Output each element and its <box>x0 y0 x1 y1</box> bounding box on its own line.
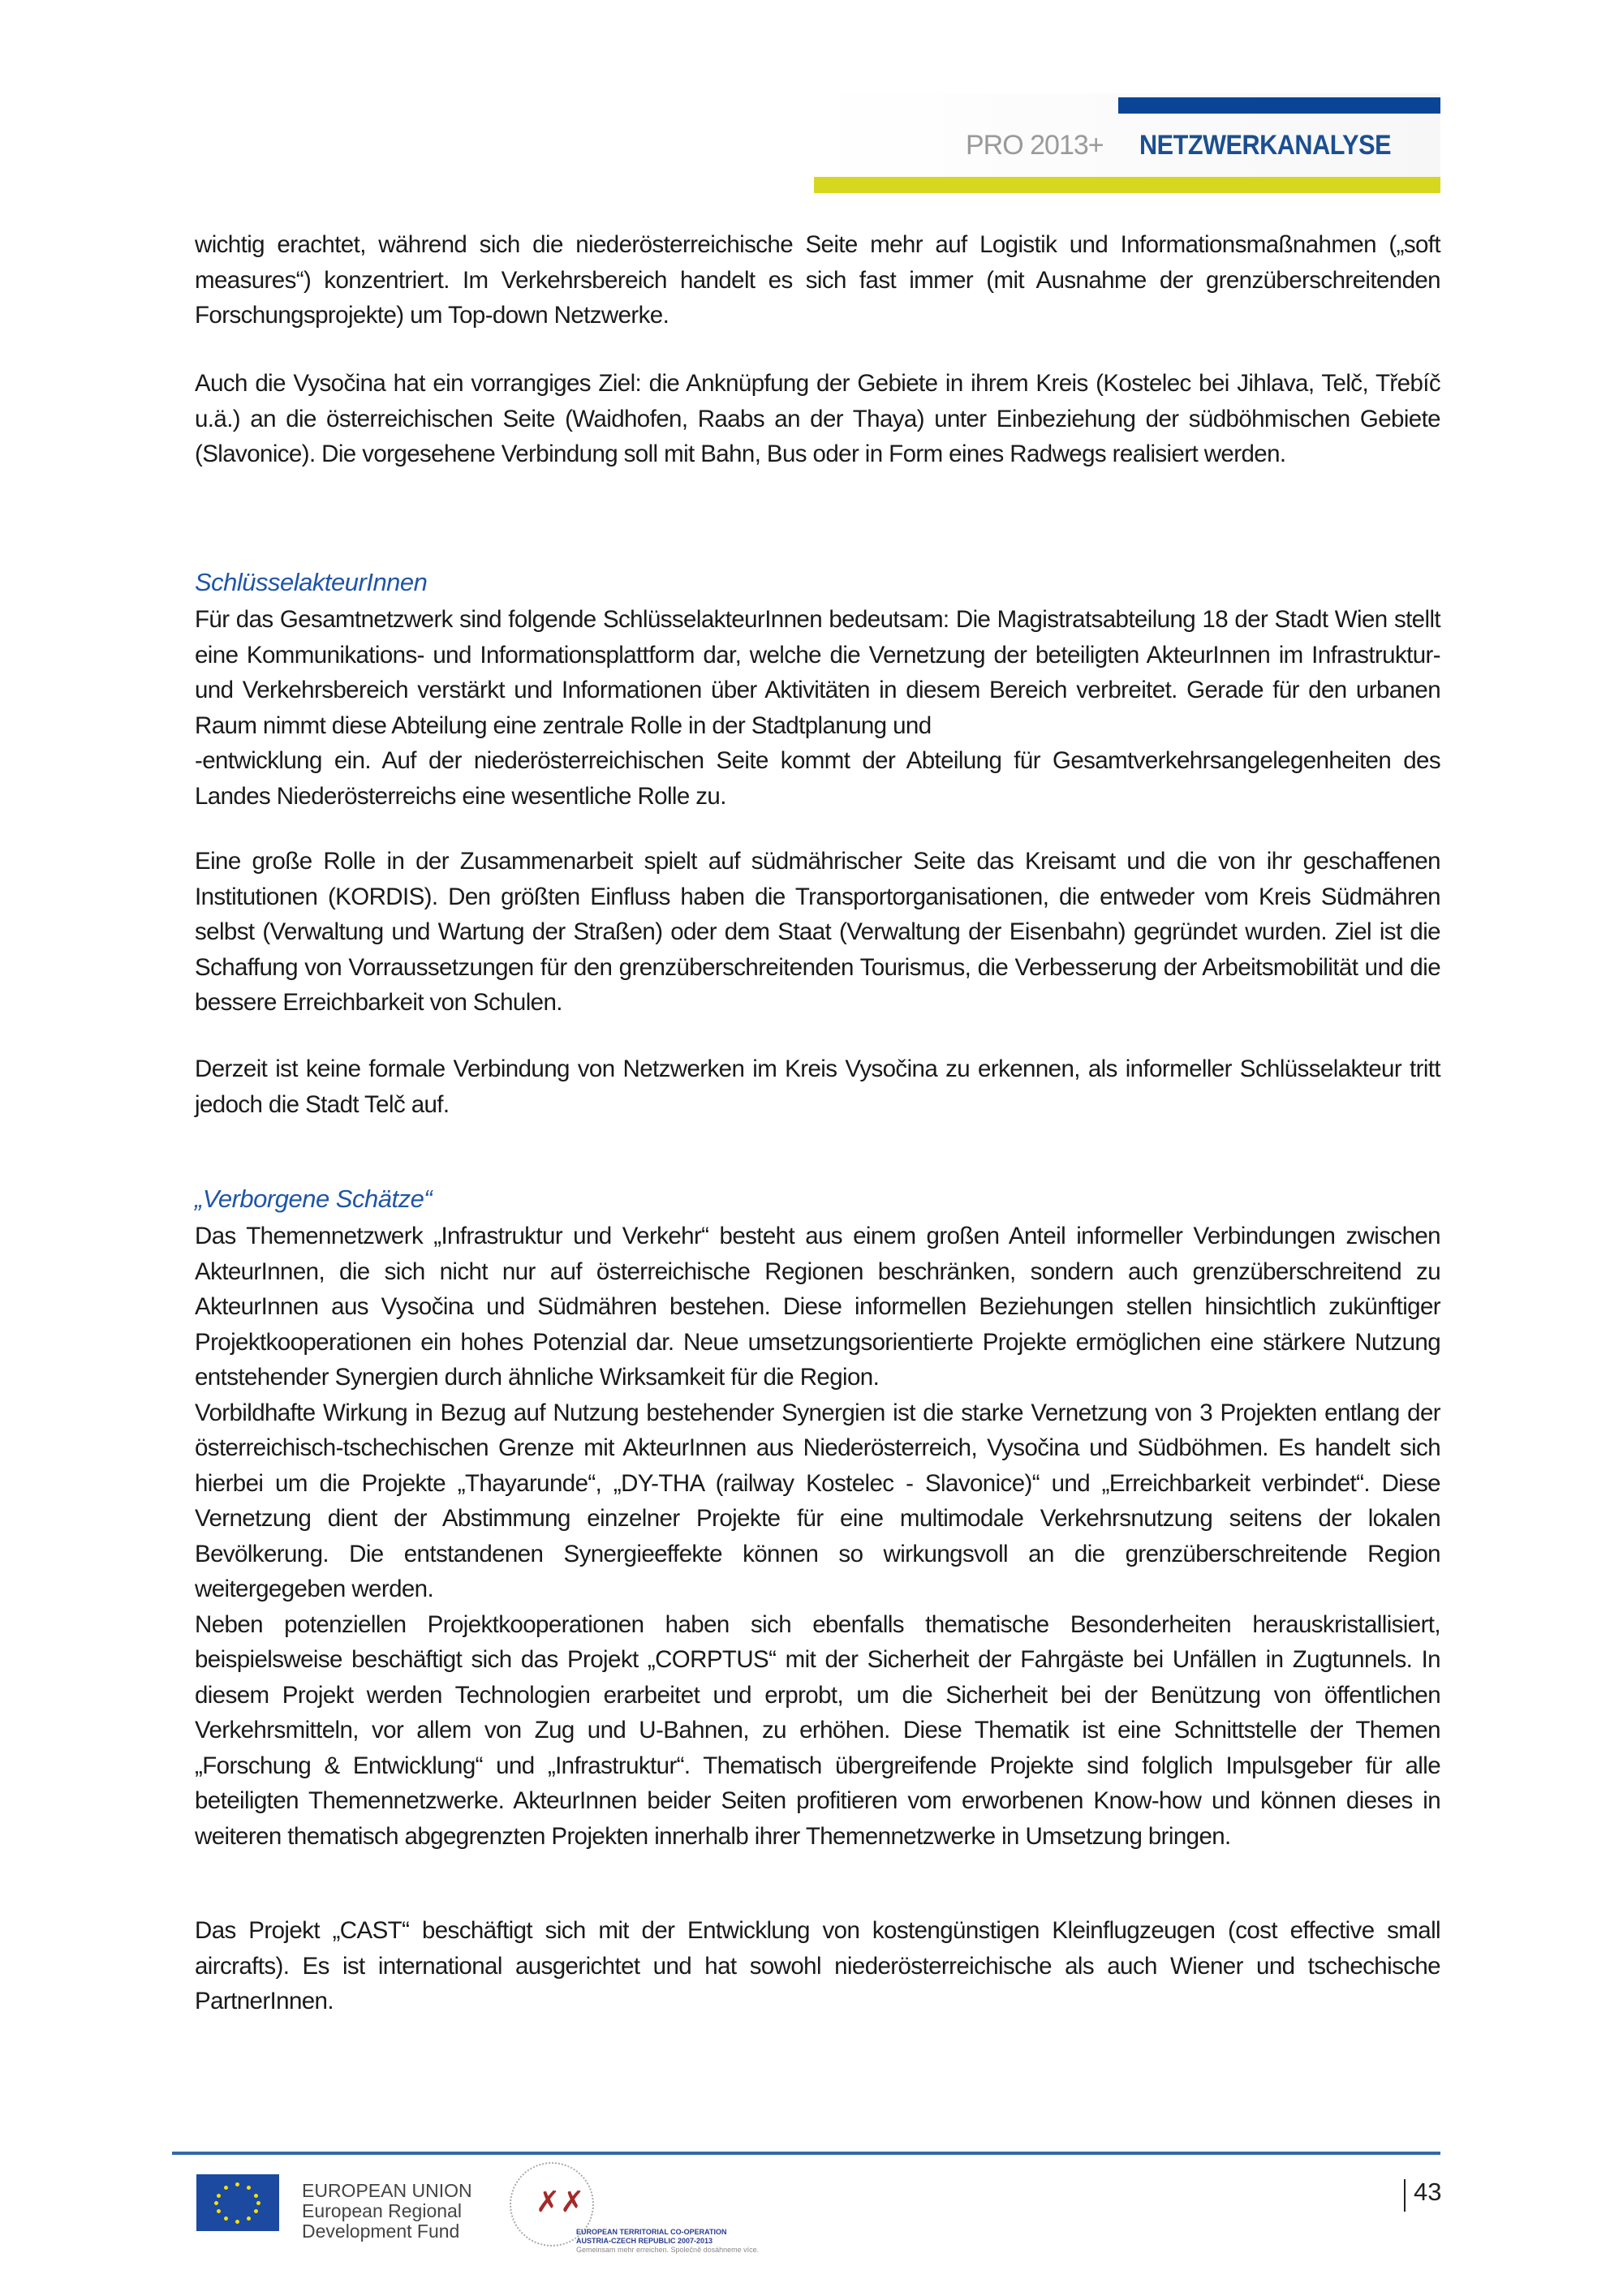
paragraph: Eine große Rolle in der Zusammenarbeit spielt auf südmährischer Seite das Kreisamt und die von ihr geschaffenen Institutionen (KORDIS). Den größten Einfluss haben die Transportorganisationen, die entweder vom Kreis Südmähren selbst (Verwaltung und Wartung der Straßen) oder dem Staat (Verwaltung der Eisenbahn) gegründet wurden. Ziel ist die Schaffung von Vorraussetzungen für den grenzüberschreitenden Tourismus, die Verbesserung der Arbeitsmobilität und die bessere Erreichbarkeit von Schulen. <box>195 848 1440 1016</box>
header-blue-bar <box>1118 97 1440 114</box>
header-title: NETZWERKANALYSE <box>1139 130 1392 161</box>
eu-line: EUROPEAN UNION <box>302 2180 472 2201</box>
eu-line: Development Fund <box>302 2221 460 2242</box>
paragraph: wichtig erachtet, während sich die niederösterreichische Seite mehr auf Logistik und Informationsmaßnahmen („soft measures“) konzentriert. Im Verkehrsbereich handelt es sich fast immer (mit Ausnahme der grenzüberschreitenden Forschungsprojekte) um Top-down Netzwerke. <box>195 231 1440 329</box>
coop-line: EUROPEAN TERRITORIAL CO-OPERATION <box>576 2228 727 2236</box>
paragraph-part: Das Themennetzwerk „Infrastruktur und Verkehr“ besteht aus einem großen Anteil informeller Verbindungen zwischen AkteurInnen, die sich nicht nur auf österreichische Regionen beschränken, sondern auch grenzüberschreitend zu AkteurInnen aus Vysočina und Südmähren bestehen. Diese informellen Beziehungen stellen hinsichtlich zukünftiger Projektkooperationen ein hohes Potenzial dar. Neue umsetzungsorientierte Projekte ermöglichen eine stärkere Nutzung entstehender Synergien durch ähnliche Wirksamkeit für die Region. <box>195 1223 1440 1391</box>
paragraph-part: Neben potenziellen Projektkooperationen haben sich ebenfalls thematische Besonderheiten herauskristallisiert, beispielsweise beschäftigt sich das Projekt „CORPTUS“ mit der Sicherheit der Fahrgäste bei Unfällen in Zugtunnels. In diesem Projekt werden Technologien erarbeitet und erprobt, um die Sicherheit bei der Benützung von öffentlichen Verkehrsmitteln, vor allem von Zug und U-Bahnen, zu erhöhen. Diese Thematik ist eine Schnittstelle der Themen „Forschung & Entwicklung“ und „Infrastruktur“. Thematisch übergreifende Projekte sind folglich Impulsgeber für alle beteiligten Themennetzwerke. AkteurInnen beider Seiten profitieren vom erworbenen Know-how und können dieses in weiteren thematisch abgegrenzten Projekten innerhalb ihrer Themennetzwerke in Umsetzung bringen. <box>195 1610 1440 1850</box>
paragraph: Auch die Vysočina hat ein vorrangiges Ziel: die Anknüpfung der Gebiete in ihrem Kreis (Kostelec bei Jihlava, Telč, Třebíč u.ä.) an die österreichischen Seite (Waidhofen, Raabs an der Thaya) unter Einbeziehung der südböhmischen Gebiete (Slavonice). Die vorgesehene Verbindung soll mit Bahn, Bus oder in Form eines Radwegs realisiert werden. <box>195 370 1440 467</box>
header-yellow-bar <box>814 177 1440 193</box>
paragraph-part: Für das Gesamtnetzwerk sind folgende SchlüsselakteurInnen bedeutsam: Die Magistratsabteilung 18 der Stadt Wien stellt eine Kommunikations- und Informationsplattform dar, welche die Vernetzung der beteiligten AkteurInnen im Infrastruktur- und Verkehrsbereich verstärkt und Informationen über Aktivitäten in diesem Bereich verbreitet. Gerade für den urbanen Raum nimmt diese Abteilung eine zentrale Rolle in der Stadtplanung und <box>195 606 1440 739</box>
coop-line: Gemeinsam mehr erreichen. Společně dosáhneme více. <box>576 2246 760 2254</box>
eu-line: European Regional <box>302 2200 462 2221</box>
paragraph <box>195 1219 1440 1854</box>
paragraph-part: -entwicklung ein. Auf der niederösterreichischen Seite kommt der Abteilung für Gesamtverkehrsangelegenheiten des Landes Niederösterreichs eine wesentliche Rolle zu. <box>195 747 1440 810</box>
section-heading: SchlüsselakteurInnen <box>195 568 428 596</box>
paragraph-part: Vorbildhafte Wirkung in Bezug auf Nutzung bestehender Synergien ist die starke Vernetzung von 3 Projekten entlang der österreichisch-tschechischen Grenze mit AkteurInnen aus Niederösterreich, Vysočina und Südböhmen. Es handelt sich hierbei um die Projekte „Thayarunde“, „DY-THA (railway Kostelec - Slavonice)“ und „Erreichbarkeit verbindet“. Diese Vernetzung dient der Abstimmung einzelner Projekte für eine multimodale Verkehrsnutzung seitens der lokalen Bevölkerung. Die entstandenen Synergieeffekte können so wirkungsvoll an die grenzüberschreitende Region weitergegeben werden. <box>195 1399 1440 1602</box>
paragraph: Das Projekt „CAST“ beschäftigt sich mit der Entwicklung von kostengünstigen Kleinflugzeugen (cost effective small aircrafts). Es ist international ausgerichtet und hat sowohl niederösterreichische als auch Wiener und tschechische PartnerInnen. <box>195 1917 1440 2014</box>
section-heading: „Verborgene Schätze“ <box>195 1185 433 1213</box>
paragraph: Derzeit ist keine formale Verbindung von Netzwerken im Kreis Vysočina zu erkennen, als informeller Schlüsselakteur tritt jedoch die Stadt Telč auf. <box>195 1056 1440 1118</box>
footer-divider <box>172 2152 1440 2155</box>
eu-fund-label <box>302 2181 472 2242</box>
cooperation-figures-icon: ✗✗ <box>536 2185 585 2218</box>
eu-flag-icon <box>196 2174 279 2231</box>
page-number-divider <box>1404 2179 1406 2212</box>
coop-line: AUSTRIA-CZECH REPUBLIC 2007-2013 <box>576 2237 713 2245</box>
cooperation-label <box>576 2228 759 2255</box>
header-project-label: PRO 2013+ <box>966 130 1104 161</box>
paragraph <box>195 602 1440 814</box>
page-number: 43 <box>1414 2178 1442 2206</box>
